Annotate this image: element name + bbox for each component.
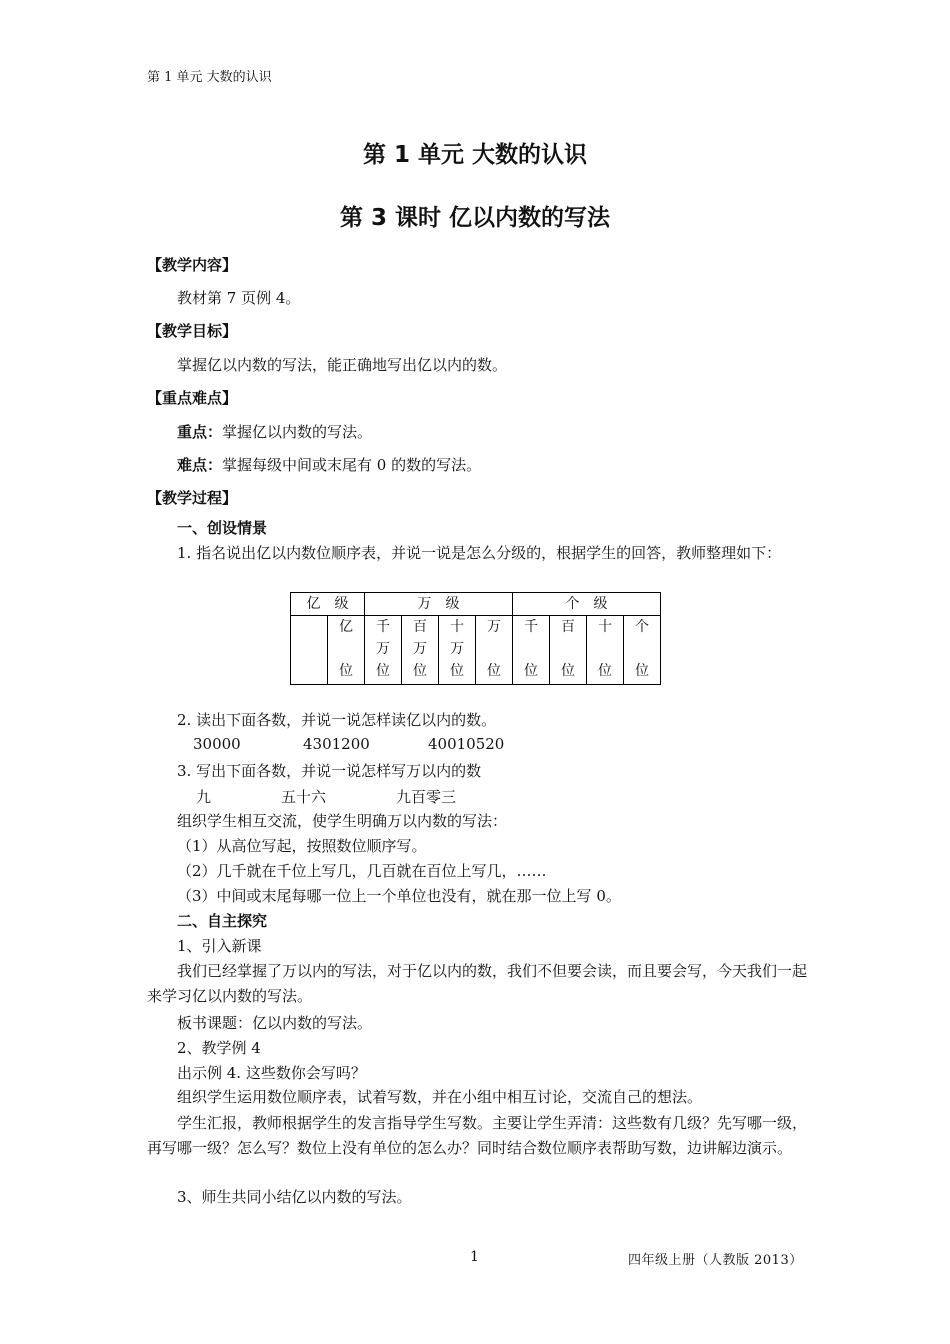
place-cell: 千 位 [513, 616, 550, 685]
rule-2: （2）几千就在千位上写几，几百就在百位上写几，…… [177, 862, 547, 880]
place-cell: 个 位 [624, 616, 661, 685]
p1-3: 3. 写出下面各数，并说一说怎样写万以内的数 [177, 762, 482, 780]
part1-heading: 一、创设情景 [177, 519, 268, 537]
write-num-1: 九 [196, 788, 212, 806]
place-value-table [290, 592, 661, 685]
lesson-title: 第 3 课时 亿以内数的写法 [339, 205, 611, 231]
hard-label: 难点： [177, 456, 223, 474]
p2-5: 出示例 4. 这些数你会写吗？ [177, 1064, 366, 1082]
p1-2: 2. 读出下面各数，并说一说怎样读亿以内的数。 [177, 711, 497, 729]
content-text: 教材第 7 页例 4。 [177, 289, 301, 307]
p1-4: 组织学生相互交流，使学生明确万以内数的写法： [177, 812, 508, 830]
key-point [177, 421, 372, 442]
place-cell: 百 万 位 [402, 616, 439, 685]
p2-3: 板书课题：亿以内数的写法。 [177, 1014, 373, 1032]
p2-2: 我们已经掌握了万以内的写法，对于亿以内的数，我们不但要会读，而且要会写，今天我们一起来学习亿以内数的写法。 [147, 962, 808, 1005]
section-process-heading: 【教学过程】 [147, 489, 238, 507]
rule-1: （1）从高位写起，按照数位顺序写。 [177, 837, 427, 855]
edition-label: 四年级上册（人教版 2013） [628, 1253, 803, 1268]
place-cell: 万 位 [476, 616, 513, 685]
write-num-3: 九百零三 [396, 788, 457, 806]
running-header: 第 1 单元 大数的认识 [147, 70, 272, 85]
part2-heading: 二、自主探究 [177, 912, 268, 930]
place-cell: 千 万 位 [365, 616, 402, 685]
unit-title: 第 1 单元 大数的认识 [362, 142, 588, 168]
key-text: 掌握亿以内数的写法。 [222, 423, 373, 441]
section-key-heading: 【重点难点】 [147, 389, 238, 407]
level-ge: 个 级 [513, 593, 661, 616]
place-cell: 十 位 [587, 616, 624, 685]
section-goal-heading: 【教学目标】 [147, 322, 238, 340]
p2-1: 1、引入新课 [177, 937, 262, 955]
read-num-3: 40010520 [428, 735, 505, 753]
read-num-2: 4301200 [303, 735, 370, 753]
page-number: 1 [470, 1249, 479, 1265]
p2-6: 组织学生运用数位顺序表，试着写数，并在小组中相互讨论，交流自己的想法。 [177, 1088, 703, 1106]
read-num-1: 30000 [193, 735, 241, 753]
place-cell: 十 万 位 [439, 616, 476, 685]
goal-text: 掌握亿以内数的写法，能正确地写出亿以内的数。 [177, 356, 508, 374]
place-cell: 百 位 [550, 616, 587, 685]
blank-cell [291, 616, 328, 685]
level-wan: 万 级 [365, 593, 513, 616]
place-cell: 亿 位 [328, 616, 365, 685]
p1-1: 1. 指名说出亿以内数位顺序表，并说一说是怎么分级的，根据学生的回答，教师整理如下： [177, 544, 782, 562]
p2-7: 学生汇报，教师根据学生的发言指导学生写数。主要让学生弄清：这些数有几级？先写哪一级，再写哪一级？怎么写？数位上没有单位的怎么办？同时结合数位顺序表帮助写数，边讲解边演示。 [147, 1114, 808, 1157]
rule-3: （3）中间或末尾每哪一位上一个单位也没有，就在那一位上写 0。 [177, 887, 621, 905]
hard-text: 掌握每级中间或末尾有 0 的数的写法。 [222, 456, 482, 474]
p2-8: 3、师生共同小结亿以内数的写法。 [177, 1188, 412, 1206]
key-label: 重点： [177, 423, 223, 441]
level-yi: 亿 级 [291, 593, 365, 616]
p2-4: 2、教学例 4 [177, 1039, 261, 1057]
section-content-heading: 【教学内容】 [147, 256, 238, 274]
write-num-2: 五十六 [281, 788, 327, 806]
hard-point [177, 454, 481, 475]
